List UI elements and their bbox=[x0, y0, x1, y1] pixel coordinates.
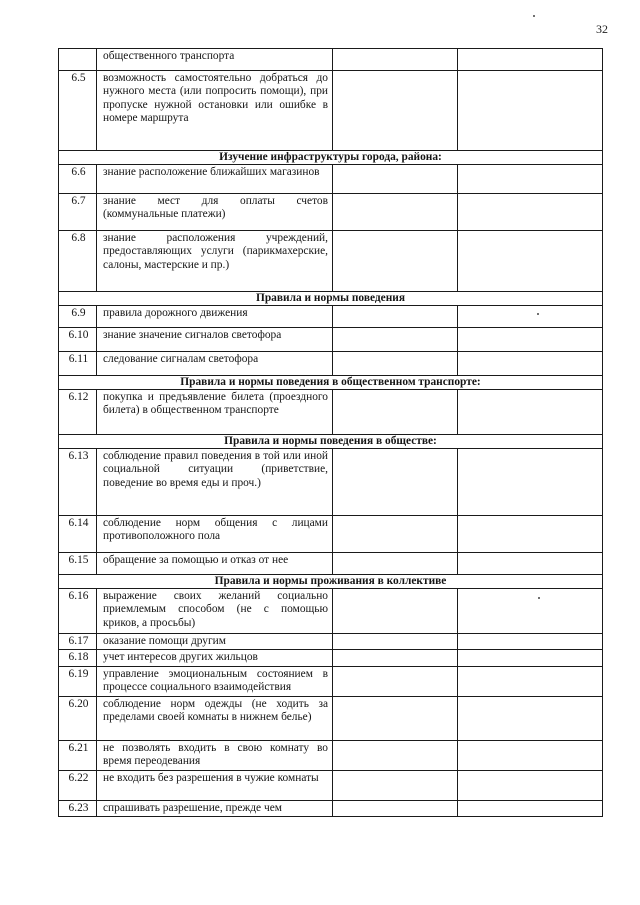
item-text: не позволять входить в свою комнату во время переодевания bbox=[97, 740, 333, 770]
comment-cell[interactable] bbox=[458, 634, 603, 650]
item-number: 6.22 bbox=[59, 770, 97, 800]
item-number: 6.13 bbox=[59, 449, 97, 516]
table-row bbox=[59, 352, 603, 376]
item-number: 6.6 bbox=[59, 165, 97, 194]
item-text: покупка и предъявление билета (проездного билета) в общественном транспорте bbox=[97, 390, 333, 435]
comment-cell[interactable] bbox=[458, 306, 603, 328]
item-number: 6.16 bbox=[59, 589, 97, 634]
item-number: 6.18 bbox=[59, 650, 97, 666]
table-row bbox=[59, 634, 603, 650]
item-text: не входить без разрешения в чужие комнаты bbox=[97, 770, 333, 800]
comment-cell[interactable] bbox=[458, 449, 603, 516]
item-text: управление эмоциональным состоянием в процессе социального взаимодействия bbox=[97, 666, 333, 696]
item-text: возможность самостоятельно добраться до нужного места (или попросить помощи), при пропуске нужной остановки или ошибке в номере маршрута bbox=[97, 71, 333, 151]
comment-cell[interactable] bbox=[458, 553, 603, 575]
item-text: спрашивать разрешение, прежде чем bbox=[97, 800, 333, 816]
item-text: соблюдение норм одежды (не ходить за пределами своей комнаты в нижнем белье) bbox=[97, 696, 333, 740]
item-number: 6.12 bbox=[59, 390, 97, 435]
section-header bbox=[59, 575, 603, 589]
table-row bbox=[59, 194, 603, 231]
table-row bbox=[59, 449, 603, 516]
item-number: 6.15 bbox=[59, 553, 97, 575]
assessment-cell[interactable] bbox=[333, 352, 458, 376]
item-number: 6.14 bbox=[59, 516, 97, 553]
assessment-cell[interactable] bbox=[333, 328, 458, 352]
comment-cell[interactable] bbox=[458, 194, 603, 231]
comment-cell[interactable] bbox=[458, 352, 603, 376]
assessment-cell[interactable] bbox=[333, 696, 458, 740]
comment-cell[interactable] bbox=[458, 666, 603, 696]
assessment-cell[interactable] bbox=[333, 553, 458, 575]
assessment-cell[interactable] bbox=[333, 231, 458, 292]
table-body bbox=[59, 49, 603, 817]
item-number: 6.19 bbox=[59, 666, 97, 696]
comment-cell[interactable] bbox=[458, 589, 603, 634]
item-text: обращение за помощью и отказ от нее bbox=[97, 553, 333, 575]
comment-cell[interactable] bbox=[458, 390, 603, 435]
assessment-cell[interactable] bbox=[333, 650, 458, 666]
comment-cell[interactable] bbox=[458, 165, 603, 194]
assessment-cell[interactable] bbox=[333, 740, 458, 770]
comment-cell[interactable] bbox=[458, 650, 603, 666]
item-number bbox=[59, 49, 97, 71]
item-text: знание расположения учреждений, предоставляющих услуги (парикмахерские, салоны, мастерские и пр.) bbox=[97, 231, 333, 292]
assessment-cell[interactable] bbox=[333, 634, 458, 650]
item-text: следование сигналам светофора bbox=[97, 352, 333, 376]
table-row bbox=[59, 49, 603, 71]
item-text: выражение своих желаний социально приемлемым способом (не с помощью криков, а просьбы) bbox=[97, 589, 333, 634]
item-number: 6.17 bbox=[59, 634, 97, 650]
item-text: учет интересов других жильцов bbox=[97, 650, 333, 666]
item-text: соблюдение норм общения с лицами противоположного пола bbox=[97, 516, 333, 553]
assessment-cell[interactable] bbox=[333, 194, 458, 231]
item-text: знание значение сигналов светофора bbox=[97, 328, 333, 352]
table-row bbox=[59, 553, 603, 575]
table-row bbox=[59, 740, 603, 770]
item-number: 6.20 bbox=[59, 696, 97, 740]
item-text: соблюдение правил поведения в той или иной социальной ситуации (приветствие, поведение во время еды и проч.) bbox=[97, 449, 333, 516]
item-number: 6.11 bbox=[59, 352, 97, 376]
section-title: Изучение инфраструктуры города, района: bbox=[59, 151, 603, 165]
item-number: 6.23 bbox=[59, 800, 97, 816]
assessment-cell[interactable] bbox=[333, 449, 458, 516]
assessment-cell[interactable] bbox=[333, 516, 458, 553]
assessment-cell[interactable] bbox=[333, 589, 458, 634]
section-header bbox=[59, 435, 603, 449]
table-row bbox=[59, 589, 603, 634]
table-row bbox=[59, 770, 603, 800]
section-header bbox=[59, 151, 603, 165]
table-row bbox=[59, 390, 603, 435]
comment-cell[interactable] bbox=[458, 516, 603, 553]
item-number: 6.8 bbox=[59, 231, 97, 292]
section-header bbox=[59, 292, 603, 306]
item-number: 6.5 bbox=[59, 71, 97, 151]
table-row bbox=[59, 306, 603, 328]
table-row bbox=[59, 650, 603, 666]
assessment-cell[interactable] bbox=[333, 71, 458, 151]
assessment-cell[interactable] bbox=[333, 666, 458, 696]
comment-cell[interactable] bbox=[458, 696, 603, 740]
comment-cell[interactable] bbox=[458, 71, 603, 151]
table-row bbox=[59, 328, 603, 352]
assessment-cell[interactable] bbox=[333, 770, 458, 800]
section-title: Правила и нормы поведения в обществе: bbox=[59, 435, 603, 449]
table-row bbox=[59, 71, 603, 151]
table-row bbox=[59, 231, 603, 292]
table-row bbox=[59, 165, 603, 194]
table-row bbox=[59, 696, 603, 740]
assessment-cell[interactable] bbox=[333, 306, 458, 328]
assessment-cell[interactable] bbox=[333, 800, 458, 816]
assessment-cell[interactable] bbox=[333, 165, 458, 194]
table-row bbox=[59, 516, 603, 553]
page-number: 32 bbox=[596, 22, 608, 36]
item-text: знание расположение ближайших магазинов bbox=[97, 165, 333, 194]
section-title: Правила и нормы поведения в общественном транспорте: bbox=[59, 376, 603, 390]
comment-cell[interactable] bbox=[458, 328, 603, 352]
item-number: 6.10 bbox=[59, 328, 97, 352]
section-header bbox=[59, 376, 603, 390]
section-title: Правила и нормы поведения bbox=[59, 292, 603, 306]
item-number: 6.9 bbox=[59, 306, 97, 328]
table-row bbox=[59, 800, 603, 816]
assessment-table bbox=[58, 48, 603, 817]
item-number: 6.21 bbox=[59, 740, 97, 770]
comment-cell[interactable] bbox=[458, 770, 603, 800]
scan-speck bbox=[533, 15, 535, 17]
table-row bbox=[59, 666, 603, 696]
item-text: правила дорожного движения bbox=[97, 306, 333, 328]
comment-cell[interactable] bbox=[458, 231, 603, 292]
comment-cell[interactable] bbox=[458, 49, 603, 71]
item-number: 6.7 bbox=[59, 194, 97, 231]
item-text: общественного транспорта bbox=[97, 49, 333, 71]
assessment-cell[interactable] bbox=[333, 49, 458, 71]
assessment-cell[interactable] bbox=[333, 390, 458, 435]
comment-cell[interactable] bbox=[458, 740, 603, 770]
section-title: Правила и нормы проживания в коллективе bbox=[59, 575, 603, 589]
comment-cell[interactable] bbox=[458, 800, 603, 816]
item-text: оказание помощи другим bbox=[97, 634, 333, 650]
item-text: знание мест для оплаты счетов (коммунальные платежи) bbox=[97, 194, 333, 231]
